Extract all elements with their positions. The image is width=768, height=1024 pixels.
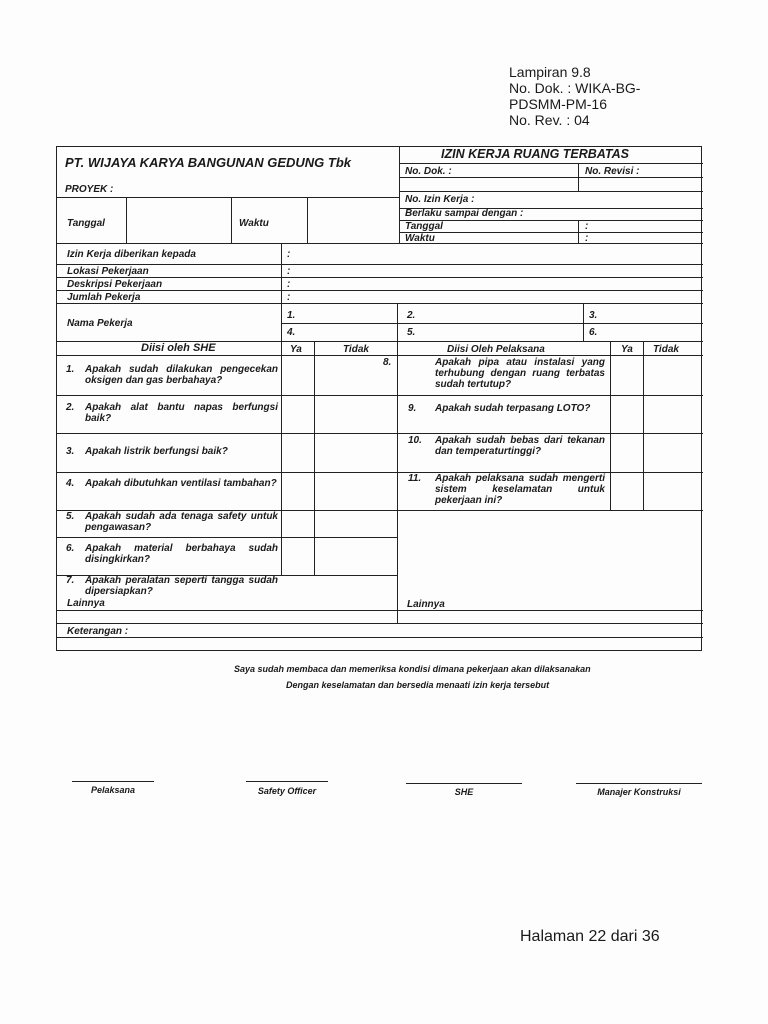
no-izin-label: No. Izin Kerja : <box>405 194 475 205</box>
she-question-7 <box>66 575 278 599</box>
statement-line-2: Dengan keselamatan dan bersedia menaati izin kerja tersebut <box>286 680 550 690</box>
question-text: Apakah listrik berfungsi baik? <box>85 446 228 457</box>
statement-line-1: Saya sudah membaca dan memeriksa kondisi dimana pekerjaan akan dilaksanakan <box>234 664 591 674</box>
revision-number: No. Rev. : 04 <box>509 112 590 128</box>
ya-column-header: Ya <box>290 344 302 355</box>
page-number: Halaman 22 dari 36 <box>520 928 660 945</box>
question-text: Apakah dibutuhkan ventilasi tambahan? <box>85 478 277 489</box>
permit-form <box>56 146 702 651</box>
permit-title: IZIN KERJA RUANG TERBATAS <box>441 147 629 161</box>
question-text: Apakah pipa atau instalasi yang terhubung dengan ruang terbatas sudah tertutup? <box>435 357 605 390</box>
signature-label-manajer: Manajer Konstruksi <box>597 787 681 797</box>
question-text: Apakah sudah terpasang LOTO? <box>435 403 591 414</box>
signature-line-pelaksana <box>72 781 154 782</box>
question-number: 10. <box>408 435 422 446</box>
berlaku-waktu-colon: : <box>585 233 589 244</box>
question-number: 1. <box>66 364 75 375</box>
pelaksana-lainnya-label: Lainnya <box>407 599 445 610</box>
question-number: 3. <box>66 446 75 457</box>
she-question-1 <box>66 364 278 390</box>
worker-number: 3. <box>589 310 598 321</box>
ya-column-header: Ya <box>621 344 633 355</box>
info-value-count: : <box>287 292 291 303</box>
lampiran-label: Lampiran 9.8 <box>509 64 591 80</box>
worker-number: 4. <box>287 327 296 338</box>
question-text: Apakah pelaksana sudah mengerti sistem keselamatan untuk pekerjaan ini? <box>435 473 605 506</box>
question-number: 4. <box>66 478 75 489</box>
question-text: Apakah peralatan seperti tangga sudah dipersiapkan? <box>85 575 278 597</box>
she-question-6 <box>66 543 278 569</box>
pelaksana-question-9 <box>383 403 607 429</box>
info-label-description: Deskripsi Pekerjaan <box>67 279 163 290</box>
signature-line-manajer <box>576 783 702 784</box>
info-label-recipient: Izin Kerja diberikan kepada <box>67 249 196 260</box>
signature-line-safety-officer <box>246 781 328 782</box>
document-info <box>509 64 640 128</box>
tanggal-label: Tanggal <box>67 218 105 229</box>
info-label-count: Jumlah Pekerja <box>67 292 141 303</box>
berlaku-label: Berlaku sampai dengan : <box>405 208 524 219</box>
doc-number-line-2: PDSMM-PM-16 <box>509 96 608 112</box>
no-dok-label: No. Dok. : <box>405 166 452 177</box>
berlaku-waktu-label: Waktu <box>405 233 435 244</box>
waktu-label: Waktu <box>239 218 269 229</box>
signature-label-safety-officer: Safety Officer <box>257 786 317 796</box>
pelaksana-question-11 <box>383 473 607 509</box>
signature-label-she: SHE <box>454 787 474 797</box>
signature-label-pelaksana: Pelaksana <box>90 785 136 795</box>
keterangan-label: Keterangan : <box>67 626 129 637</box>
question-number: 8. <box>383 357 392 368</box>
pelaksana-question-10 <box>383 435 607 471</box>
doc-number-line-1: No. Dok. : WIKA-BG- <box>509 80 641 96</box>
she-lainnya-label: Lainnya <box>67 598 105 609</box>
question-number: 2. <box>66 402 75 413</box>
question-number: 11. <box>408 473 422 484</box>
proyek-label: PROYEK : <box>65 184 114 195</box>
she-question-5 <box>66 511 278 535</box>
worker-number: 2. <box>407 310 416 321</box>
signature-line-she <box>406 783 522 784</box>
nama-pekerja-label: Nama Pekerja <box>67 318 133 329</box>
question-number: 6. <box>66 543 75 554</box>
question-text: Apakah sudah ada tenaga safety untuk pengawasan? <box>85 511 278 533</box>
she-question-2 <box>66 402 278 428</box>
question-number: 9. <box>408 403 417 414</box>
info-value-description: : <box>287 279 291 290</box>
info-value-recipient: : <box>287 249 291 260</box>
question-text: Apakah alat bantu napas berfungsi baik? <box>85 402 278 424</box>
info-value-location: : <box>287 266 291 277</box>
question-number: 7. <box>66 575 75 586</box>
berlaku-tanggal-label: Tanggal <box>405 221 443 232</box>
pelaksana-question-8 <box>383 357 607 393</box>
tidak-column-header: Tidak <box>653 344 679 355</box>
worker-number: 1. <box>287 310 296 321</box>
info-label-location: Lokasi Pekerjaan <box>67 266 149 277</box>
question-number: 5. <box>66 511 75 522</box>
company-name: PT. WIJAYA KARYA BANGUNAN GEDUNG Tbk <box>65 155 352 170</box>
she-question-3 <box>66 446 278 460</box>
berlaku-tanggal-colon: : <box>585 221 589 232</box>
tidak-column-header: Tidak <box>343 344 369 355</box>
worker-number: 6. <box>589 327 598 338</box>
no-revisi-label: No. Revisi : <box>585 166 640 177</box>
worker-number: 5. <box>407 327 416 338</box>
question-text: Apakah sudah bebas dari tekanan dan temperaturtinggi? <box>435 435 605 457</box>
question-text: Apakah sudah dilakukan pengecekan oksigen dan gas berbahaya? <box>85 364 278 386</box>
question-text: Apakah material berbahaya sudah disingkirkan? <box>85 543 278 565</box>
pelaksana-column-header: Diisi Oleh Pelaksana <box>447 344 545 355</box>
she-column-header: Diisi oleh SHE <box>141 342 216 354</box>
she-question-4 <box>66 478 278 504</box>
